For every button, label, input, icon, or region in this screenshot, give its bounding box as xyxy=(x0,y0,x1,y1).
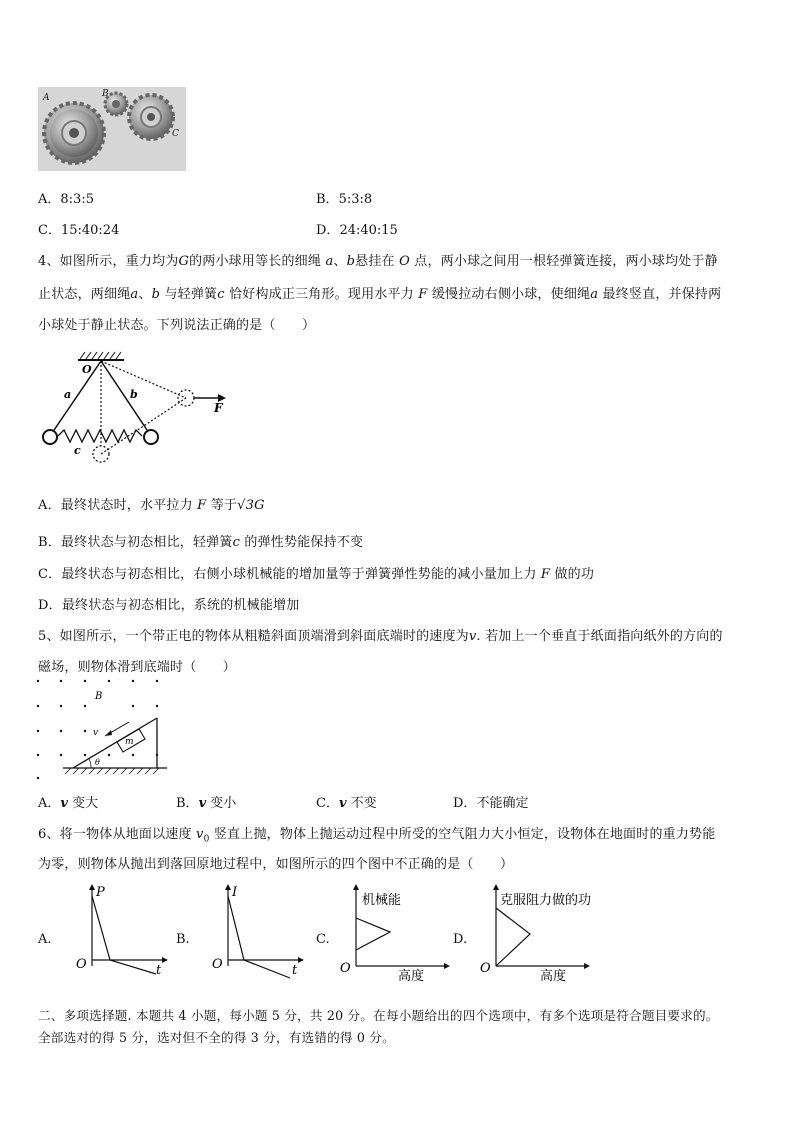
q4-line-2: 止状态，两细绳a、b 与轻弹簧c 恰好构成正三角形。现用水平力 F 缓慢拉动右侧小球，使细绳a 最终竖直，并保持两 xyxy=(38,287,722,302)
q6-graph-a xyxy=(70,882,170,982)
q6-option-d-label[interactable]: D. xyxy=(453,932,468,947)
q4-option-b[interactable]: B．最终状态与初态相比，轻弹簧c 的弹性势能保持不变 xyxy=(38,535,364,550)
section2-line-2: 全部选对的得 5 分，选对但不全的得 3 分，有选错的得 0 分。 xyxy=(38,1030,395,1045)
svg-text:O: O xyxy=(480,961,491,976)
svg-text:O: O xyxy=(212,957,223,972)
svg-text:a: a xyxy=(64,388,72,401)
svg-text:高度: 高度 xyxy=(398,969,425,982)
q4-figure xyxy=(38,348,238,470)
gear-c xyxy=(129,95,173,139)
svg-text:θ: θ xyxy=(95,758,100,767)
q6-graph-c xyxy=(336,882,456,982)
svg-text:v: v xyxy=(93,728,99,738)
svg-text:m: m xyxy=(125,737,134,747)
q5-option-d[interactable]: D．不能确定 xyxy=(453,796,529,811)
svg-text:b: b xyxy=(130,388,138,401)
q5-line-1: 5、如图所示，一个带正电的物体从粗糙斜面顶端滑到斜面底端时的速度为v. 若加上一个垂直于纸面指向纸外的方向的 xyxy=(38,629,723,644)
svg-text:c: c xyxy=(74,444,81,457)
q6-graph-d xyxy=(476,882,616,982)
svg-text:O: O xyxy=(340,961,351,976)
q4-option-a[interactable]: A．最终状态时，水平拉力 F 等于√3G xyxy=(38,498,265,513)
q3-option-b[interactable]: B．5:3:8 xyxy=(316,192,373,207)
q3-option-d[interactable]: D．24:40:15 xyxy=(316,223,398,238)
svg-text:F: F xyxy=(214,401,223,415)
svg-text:O: O xyxy=(76,957,87,972)
q6-line-1: 6、将一物体从地面以速度 $v_0$ 竖直上抛，物体上抛运动过程中所受的空气阻力大小恒定，设物体在地面时的重力势能 xyxy=(38,827,716,845)
q5-option-a[interactable]: A．v 变大 xyxy=(38,796,99,811)
q3-option-a[interactable]: A．8:3:5 xyxy=(38,192,94,207)
svg-text:高度: 高度 xyxy=(540,969,567,982)
gear-label-b: B xyxy=(102,89,109,99)
svg-text:机械能: 机械能 xyxy=(362,893,402,908)
q5-option-c[interactable]: C．v 不变 xyxy=(316,796,377,811)
q6-option-b-label[interactable]: B. xyxy=(176,932,190,947)
q6-graph-b xyxy=(206,882,306,982)
q4-option-c[interactable]: C．最终状态与初态相比，右侧小球机械能的增加量等于弹簧弹性势能的减小量加上力 F 做的功 xyxy=(38,567,595,582)
svg-text:P: P xyxy=(96,885,105,900)
q4-line-3: 小球处于静止状态。下列说法正确的是（ ） xyxy=(38,318,316,333)
gear-a xyxy=(44,103,104,163)
gear-label-c: C xyxy=(172,129,179,139)
svg-text:I: I xyxy=(232,885,238,900)
svg-text:O: O xyxy=(82,363,92,376)
svg-text:t: t xyxy=(292,963,298,978)
svg-text:t: t xyxy=(156,963,162,978)
section2-line-1: 二、多项选择题. 本题共 4 小题，每小题 5 分，共 20 分。在每小题给出的四个选项中，有多个选项是符合题目要求的。 xyxy=(38,1008,719,1023)
gear-label-a: A xyxy=(43,93,50,103)
svg-text:克服阻力做的功: 克服阻力做的功 xyxy=(500,893,592,908)
q6-option-c-label[interactable]: C. xyxy=(316,932,330,947)
q6-option-a-label[interactable]: A. xyxy=(38,932,52,947)
q5-figure xyxy=(33,672,173,784)
gear-figure xyxy=(38,87,186,171)
q5-option-b[interactable]: B．v 变小 xyxy=(176,796,237,811)
svg-text:B: B xyxy=(95,691,103,702)
q4-line-1: 4、如图所示，重力均为G的两小球用等长的细绳 a、b悬挂在 O 点，两小球之间用一根轻弹簧连接，两小球均处于静 xyxy=(38,254,718,269)
q3-option-c[interactable]: C．15:40:24 xyxy=(38,223,120,238)
q6-line-2: 为零，则物体从抛出到落回原地过程中，如图所示的四个图中不正确的是（ ） xyxy=(38,857,514,872)
q4-option-d[interactable]: D．最终状态与初态相比，系统的机械能增加 xyxy=(38,598,300,613)
q5-line-2: 磁场，则物体滑到底端时（ ） xyxy=(38,660,237,675)
